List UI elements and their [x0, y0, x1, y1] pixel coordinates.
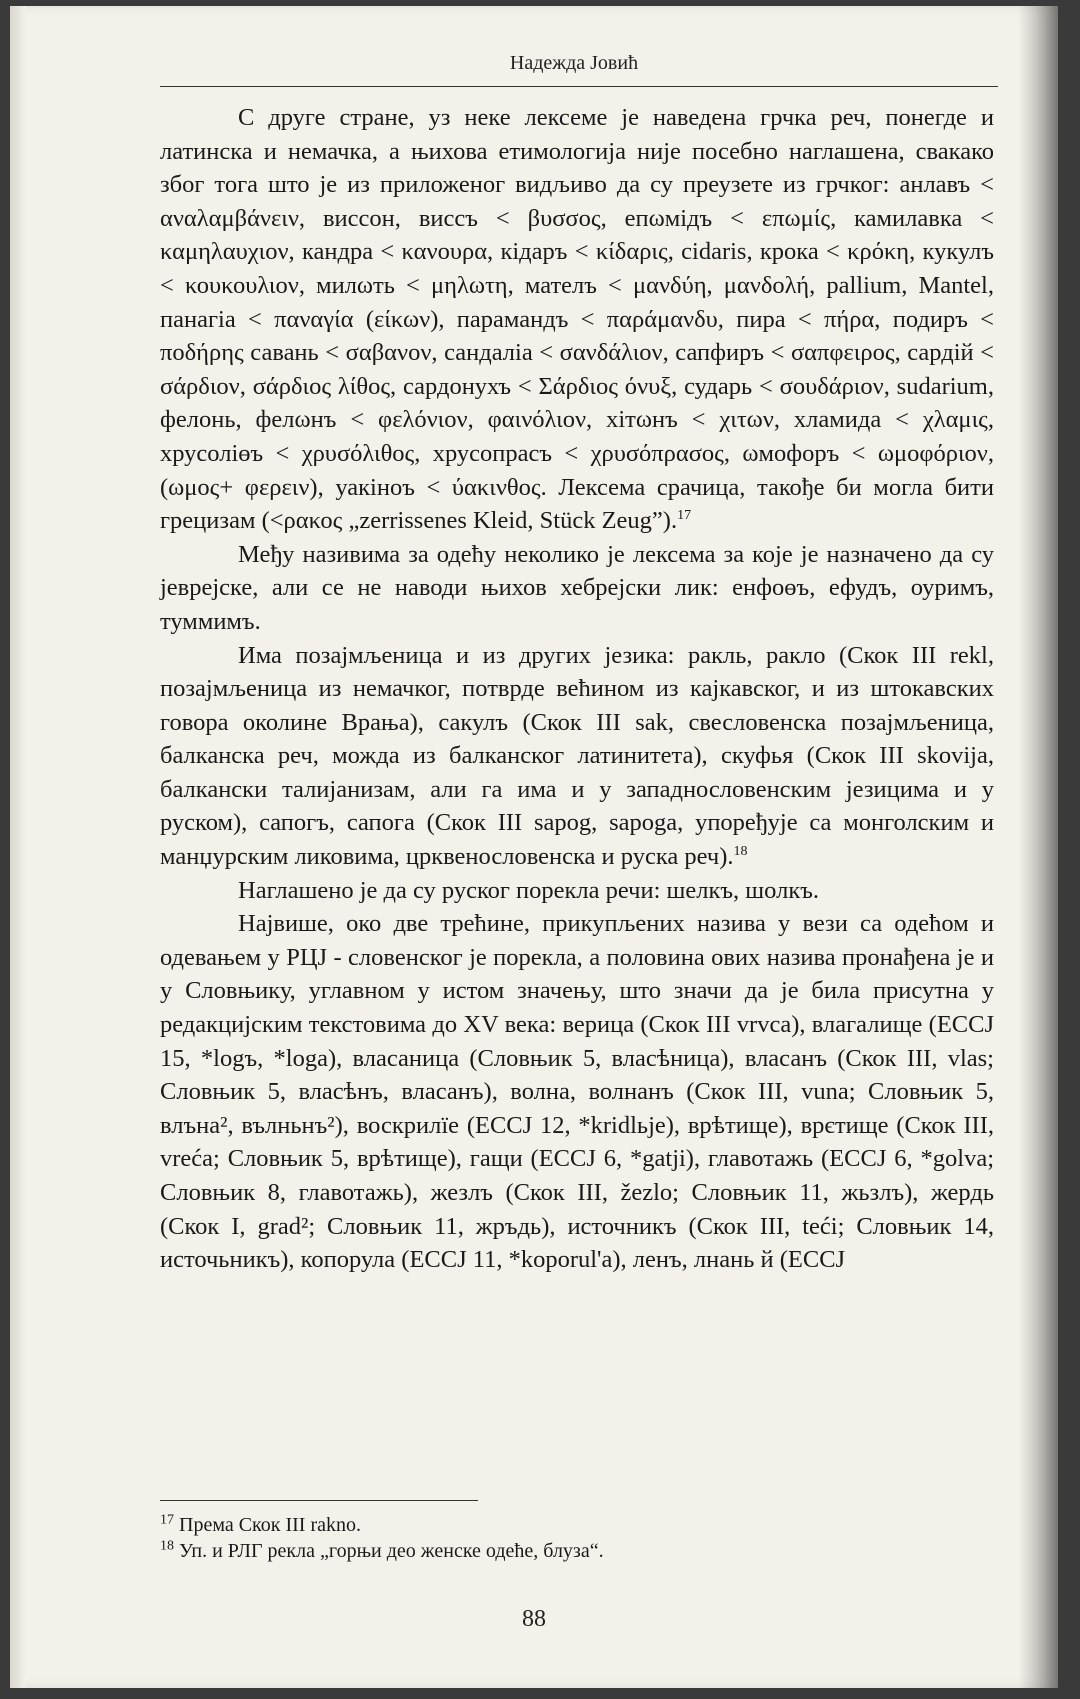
- footnotes: [160, 1512, 994, 1564]
- main-text: [160, 101, 994, 1277]
- book-page: [10, 6, 1058, 1688]
- footnote: $^{17}$ Према Скок III rakno.: [160, 1512, 361, 1536]
- page-number: 88: [522, 1606, 546, 1632]
- paragraph: Има позајмљеница и из других језика: ракль, ракло (Скок III rekl, позајмљеница из немачког, потврде већином из кајкавског, и из штокавских говора околине Врања), сакулъ (Скок III sak, свесловенска позајмљеница, балканска реч, можда из балканског латинитета), скуфья (Скок III skovija, балкански талијанизам, али га има и у западнословенским језицима и у руском), сапогъ, сапога (Скок III sapog, sapoga, упоређује са монголским и манџурским ликовима, црквенословенска и руска реч).$^{18}$: [160, 641, 994, 871]
- page-edge-shadow: [1018, 6, 1058, 1688]
- page-binding: [10, 6, 26, 1688]
- footnote-ref[interactable]: 18: [733, 843, 748, 859]
- paragraph: Највише, око две трећине, прикупљених назива у вези са одећом и одевањем у РЦЈ - словенског је порекла, а половина ових назива пронађена је и у Словњику, углавном у истом значењу, што значи да је била присутна у редакцијским текстовима до XV века: верица (Скок III vrvca), влагалище (ЕССЈ 15, *logъ, *loga), власаница (Словњик 5, власѣница), власанъ (Скок III, vlas; Словњик 5, власѣнъ, власанъ), волна, волнанъ (Скок III, vuna; Словњик 5, влъна², вълньнъ²), воскрилїе (ЕССЈ 12, *kridlьje), врѣтище), врєтище (Скок III, vreća; Словњик 5, врѣтище), гащи (ЕССЈ 6, *gatji), главотажь (ЕССЈ 6, *golva; Словњик 8, главотажь), жезлъ (Скок III, žezlo; Словњик 11, жьзлъ), жердь (Скок I, grad²; Словњик 11, жръдь), источникъ (Скок III, teći; Словњик 14, источьникъ), копорула (ЕССЈ 11, *koporul'a), ленъ, лнань й (ЕССЈ: [160, 910, 994, 1274]
- footnote-ref[interactable]: 17: [677, 507, 692, 523]
- paragraph: Наглашено је да су руског порекла речи: шелкъ, шолкъ.: [238, 876, 820, 904]
- header-rule: [160, 86, 998, 87]
- running-header: Надежда Јовић: [509, 52, 639, 74]
- footnote-rule: [160, 1500, 478, 1501]
- paragraph: С друге стране, уз неке лексеме је наведена грчка реч, понегде и латинска и немачка, а њихова етимологија није посебно наглашена, свакако због тога што је из приложеног видљиво да су преузете из грчког: анлавъ < αναλαμβάνειν, виссон, виссъ < βυσσος, епωмідъ < επωμίς, камилавка < καμηλαυχιον, кандра < κανουρα, кідаръ < κίδαρις, cidaris, крока < κρόκη, кукулъ < κουκουλιον, милωть < μηλωτη, мателъ < μανδύη, μανδολή, pallium, Mantel, панагіа < παναγία (είκων), парамандъ < παράμανδυ, пира < πήρα, подиръ < ποδήρης савань < σαβανον, сандаліа < σανδάλιον, сапфиръ < σαπφειρος, сардій < σάρδιον, σάρδιος λίθος, сардонухъ < Σάρδιος όνυξ, сударь < σουδάριον, sudarium, фелонь, фелωнъ < φελόνιον, φαινόλιον, хітωнъ < χιτων, хламида < χλαμις, хрусоліөъ < χρυσόλιθος, хрусопрасъ < χρυσόπρασος, ωмофоръ < ωμοφόριον, (ωμος+ φερειν), уакіноъ < ύακινθος. Лексема срачица, такође би могла бити грецизам (<ρακος „zerrissenes Kleid, Stück Zeug”).$^{17}$: [160, 104, 994, 535]
- footnote: $^{18}$ Уп. и РЛГ рекла „горњи део женске одеће, блуза“.: [160, 1538, 604, 1562]
- paragraph: Међу називима за одећу неколико је лексема за које је назначено да су јеврејске, али се не наводи њихов хебрејски лик: енфоөъ, ефудъ, оуримъ, туммимъ.: [160, 540, 994, 635]
